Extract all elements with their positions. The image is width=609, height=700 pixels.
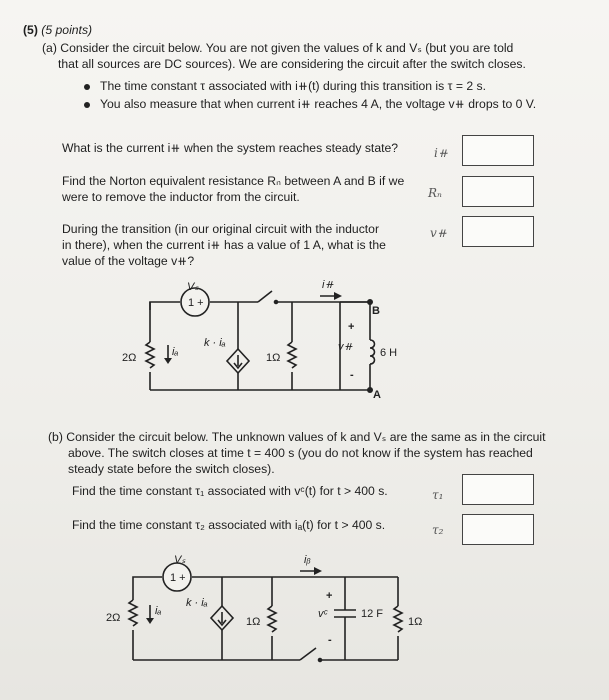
part-a-question1: What is the current i⧺ when the system reaches steady state? <box>62 141 399 155</box>
part-a-question3-line3: value of the voltage v⧺? <box>62 254 195 268</box>
ib-label-b: iᵦ <box>304 554 311 566</box>
il-label-a: i⧺ <box>322 279 334 291</box>
vl-label-a: v⧺ <box>338 341 353 353</box>
part-a-intro-line2: that all sources are DC sources). We are considering the circuit after the switch closes. <box>58 57 526 71</box>
vs-label-a: Vₛ <box>187 281 199 293</box>
answer-label-rn: Rₙ <box>428 186 442 200</box>
part-a-intro-line1: (a) Consider the circuit below. You are not given the values of k and Vₛ (but you are told <box>42 41 514 55</box>
vl-plus: + <box>348 321 355 333</box>
vc-plus: + <box>326 590 333 602</box>
vs-label-b: Vₛ <box>174 554 186 566</box>
part-b-intro-line2: above. The switch closes at time t = 400 s (you do not know if the system has reached <box>68 446 533 460</box>
r-left-label-b: 2Ω <box>106 612 121 624</box>
part-b-intro-line1: (b) Consider the circuit below. The unknown values of k and Vₛ are the same as in the circuit <box>48 430 546 444</box>
problem-number: (5) <box>23 23 38 37</box>
part-b-question1: Find the time constant τ₁ associated with vᶜ(t) for t > 400 s. <box>72 484 388 498</box>
node-b-label: B <box>372 305 380 317</box>
node-a-label: A <box>373 389 381 401</box>
part-a-bullet2: You also measure that when current i⧺ reaches 4 A, the voltage v⧺ drops to 0 V. <box>100 97 537 111</box>
r-mid-label-a: 1Ω <box>266 352 281 364</box>
dep-source-label-a: k · iₐ <box>204 337 226 349</box>
answer-label-tau2: τ₂ <box>432 523 444 537</box>
ia-label-b: iₐ <box>155 605 162 617</box>
answer-label-vl: v⧺ <box>430 226 447 240</box>
r-left-label-a: 2Ω <box>122 352 137 364</box>
part-a-question3-line2: in there), when the current i⧺ has a value of 1 A, what is the <box>62 238 386 252</box>
vc-minus: - <box>328 634 332 646</box>
inductor-label: 6 H <box>380 347 398 359</box>
part-a-question2-line1: Find the Norton equivalent resistance Rₙ between A and B if we <box>62 174 405 188</box>
part-b-question2: Find the time constant τ₂ associated with iₐ(t) for t > 400 s. <box>72 518 386 532</box>
answer-label-tau1: τ₁ <box>432 488 444 502</box>
dep-source-label-b: k · iₐ <box>186 597 208 609</box>
capacitor-label: 12 F <box>361 608 384 620</box>
part-a-bullet1: The time constant τ associated with i⧺(t) during this transition is τ = 2 s. <box>100 79 486 93</box>
part-a-question3-line1: During the transition (in our original circuit with the inductor <box>62 222 380 236</box>
r-right-label-b: 1Ω <box>408 616 423 628</box>
answer-label-il: i⧺ <box>434 146 448 160</box>
vl-minus: - <box>350 369 354 381</box>
part-a-question2-line2: were to remove the inductor from the circuit. <box>62 190 300 204</box>
r-mid-label-b: 1Ω <box>246 616 261 628</box>
problem-points: (5 points) <box>41 23 93 37</box>
source-a-polarity: 1 + <box>188 297 204 309</box>
ia-label-a: iₐ <box>172 346 179 358</box>
source-b-polarity: 1 + <box>170 572 186 584</box>
part-b-intro-line3: steady state before the switch closes). <box>68 462 275 476</box>
vc-label-b: vᶜ <box>318 608 328 620</box>
